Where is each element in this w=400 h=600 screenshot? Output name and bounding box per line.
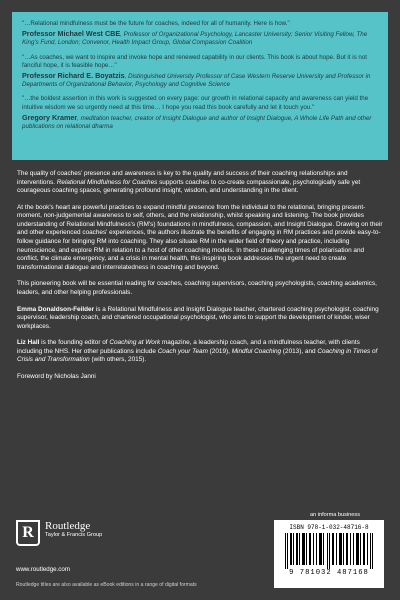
blurb bbox=[17, 170, 383, 380]
publisher-name: Routledge bbox=[45, 520, 91, 532]
endorser-role: , Professor of Organizational Psychology, Lancaster University; Senior Visiting Fellow, The King's Fund, London; Convenor, Health Impact Group, Global Compassion Coalition bbox=[22, 31, 368, 47]
informa-label: an informa business bbox=[309, 512, 360, 518]
publisher-group: Taylor & Francis Group bbox=[45, 532, 103, 538]
publisher-url: www.routledge.com bbox=[16, 566, 70, 573]
endorsements-panel bbox=[12, 12, 388, 160]
barcode-digits: 9 781032 487168 bbox=[289, 569, 369, 577]
blurb-paragraph-3: This pioneering book will be essential reading for coaches, coaching supervisors, coaching psychologists, coaching academics, leaders, and other helping professionals. bbox=[17, 280, 377, 296]
endorser-role: , meditation teacher, creator of Insight Dialogue and author of Insight Dialogue, A Whole Life Path and other publications on relational dharma bbox=[22, 114, 372, 130]
endorser-name: Professor Richard E. Boyatzis bbox=[22, 70, 125, 80]
endorsement-2 bbox=[22, 54, 378, 90]
endorsement-quote: "…As coaches, we want to inspire and invoke hope and renewed capability in our clients. This book is about hope. But it is not fanciful hope, it is feasible hope…" bbox=[22, 53, 368, 69]
endorser-role: , Distinguished University Professor of Case Western Reserve University and Professor in Departments of Organizational Behavior, Psychology and Cognitive Science bbox=[22, 72, 371, 89]
endorsement-quote: "…the boldest assertion in this work is suggested on every page: our growth in relational capacity and awareness can yield the intuitive wisdom we so urgently need at this time… I hope you read this book carefully and let it touch you." bbox=[22, 95, 369, 111]
endorser-name: Gregory Kramer bbox=[22, 112, 78, 122]
endorsement-3 bbox=[22, 95, 378, 131]
ebook-note: Routledge titles are also available as eBook editions in a range of digital formats bbox=[16, 582, 197, 588]
author-name: Liz Hall bbox=[17, 339, 40, 347]
routledge-logo-icon: R bbox=[16, 520, 40, 546]
blurb-paragraph-1: The quality of coaches' presence and awareness is key to the quality and success of their coaching relationships and interventions. Relational Mindfulness for Coaches supports coaches to co-create compassionate, psychologically safe yet courageous coaching spaces, generating profound insight, wisdom, and understanding in the client. bbox=[17, 170, 361, 195]
cover-footer bbox=[12, 506, 388, 586]
isbn-label: ISBN 978-1-032-48716-8 bbox=[289, 524, 369, 531]
barcode-panel bbox=[274, 520, 384, 588]
author-bio-2: Liz Hall is the founding editor of Coaching at Work magazine, a leadership coach, and a mindfulness teacher, with clients including the NHS. Her other publications include Coach your Team (2019), Mindful Coaching (2013), and Coaching in Times of Crisis and Transformation (with others, 2015). bbox=[17, 339, 378, 364]
endorsement-quote: "…Relational mindfulness must be the future for coaches, indeed for all of humanity. Here is how." bbox=[22, 20, 290, 27]
blurb-paragraph-2: At the book's heart are powerful practices to expand mindful presence from the individual to the relational, bringing present-moment, non-judgemental awareness to self, others, and the relationship, whilst speaking and listening. The book provides understanding of Relational Mindfulness's (RM's) foundations in mindfulness, compassion, and Insight Dialogue. Drawing on their and other experienced coaches' experiences, the authors illustrate the benefits of engaging in RM practices and provide easy-to-follow guidance for bringing RM into coaching. They also situate RM in the wider field of theory and practice, including neuroscience, and explore RM in relation to a host of other coaching models. In these challenging times of polarisation and conflict, the climate emergency, and a crisis in mental health, this inspiring book addresses the urgent need to create transformational dialogue and interrelatedness in coaching and beyond. bbox=[17, 203, 383, 271]
barcode-icon bbox=[283, 533, 375, 569]
endorsement-1 bbox=[22, 20, 378, 48]
endorser-name: Professor Michael West CBE bbox=[22, 29, 121, 39]
author-name: Emma Donaldson-Feilder bbox=[17, 305, 95, 313]
author-bio-1: Emma Donaldson-Feilder is a Relational Mindfulness and Insight Dialogue teacher, chartered coaching psychologist, coaching supervisor, leadership coach, and chartered occupational psychologist, who aims to support the development of kinder, wiser workplaces. bbox=[17, 305, 379, 330]
foreword-credit: Foreword by Nicholas Janni bbox=[17, 372, 96, 380]
publisher-logo bbox=[16, 520, 102, 546]
book-title-mention: Relational Mindfulness for Coaches bbox=[56, 178, 158, 186]
